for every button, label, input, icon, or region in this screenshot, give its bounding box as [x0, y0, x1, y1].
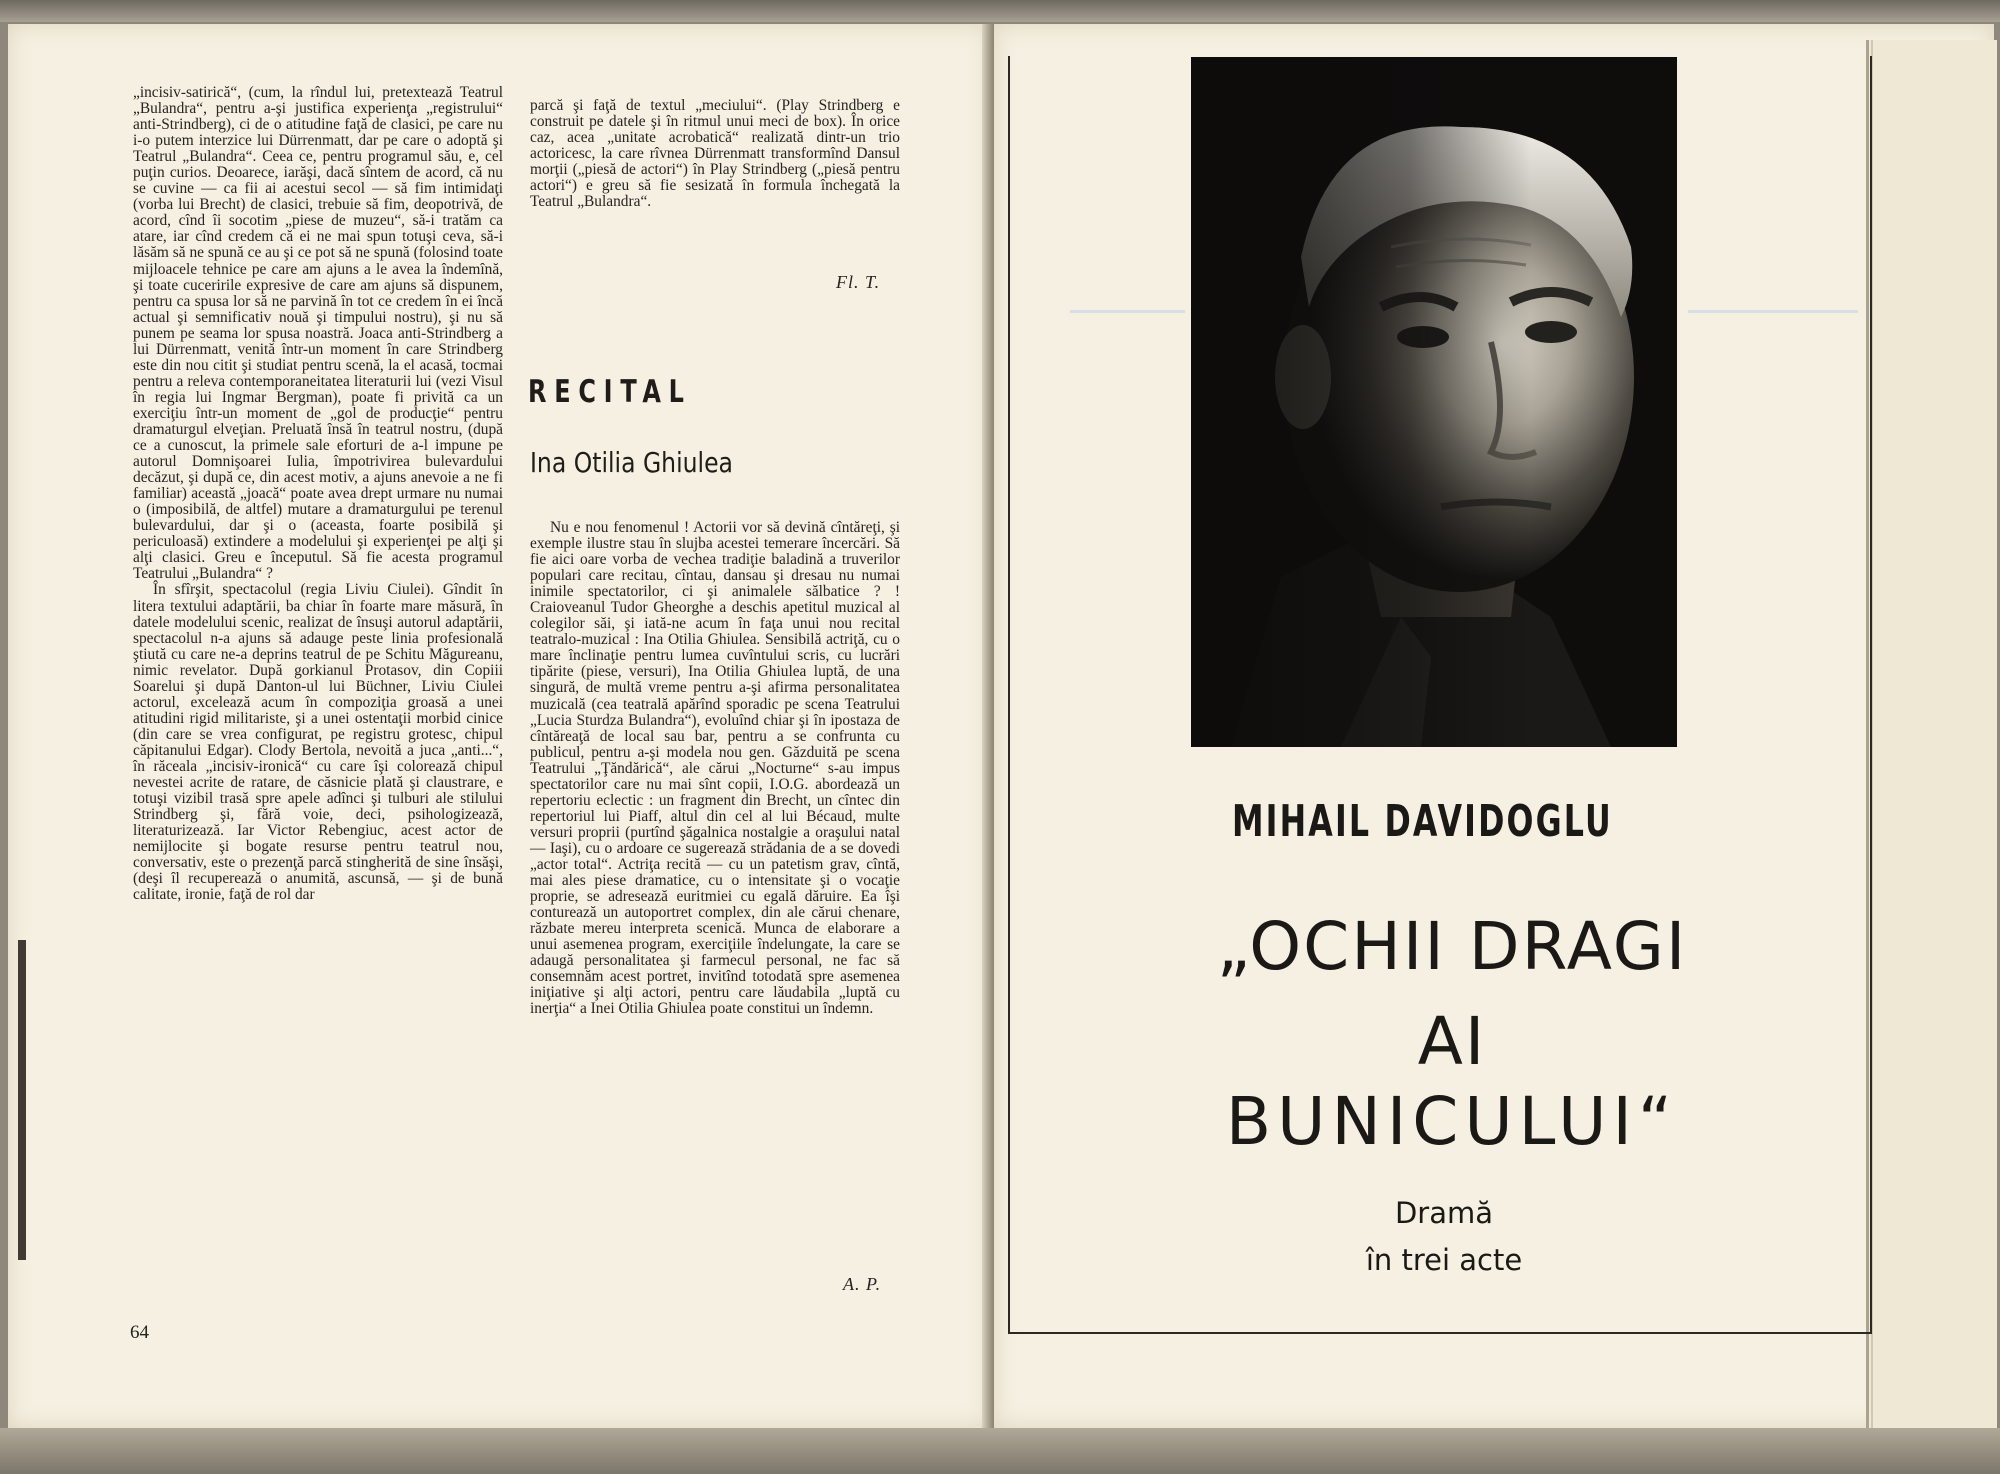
recital-article	[530, 520, 900, 1017]
article-column-right	[530, 98, 900, 210]
section-heading: RECITAL	[528, 374, 692, 410]
author-portrait-photo	[1191, 57, 1677, 747]
article-signature: Fl. T.	[836, 272, 881, 292]
play-title-line-1: „OCHII DRAGI	[1216, 908, 1688, 985]
play-genre: Dramă	[1394, 1196, 1494, 1230]
play-title-line-3: BUNICULUI“	[1225, 1083, 1679, 1160]
page-edge-mark	[18, 940, 26, 1260]
play-title-line-2: AI	[1417, 1003, 1487, 1080]
paragraph: „incisiv-satirică“, (cum, la rîndul lui, pretextează Teatrul „Bulandra“, pentru a-şi justifica experienţa „registrului“ anti-Strindberg), ci de o atitudine faţă de clasici, pe care nu i-o putem interzice lui Dürrenmatt, dar pe care o adoptă şi Teatrul „Bulandra“. Ceea ce, pentru programul său, e, cel puţin curios. Deoarece, iarăşi, dacă sîntem de acord, că nu se cuvine — ca fii ai acestui secol — să fim intimidaţi (vorba lui Brecht) de clasici, trebuie să fim, deopotrivă, de acord, cînd îi socotim „piese de muzeu“, să-i tratăm ca atare, iar cînd credem că ei ne mai spun totuşi ceva, să-i lăsăm să ne spună ce au şi ce pot să ne spună (folosind toate mijloacele tehnice pe care am ajuns a le avea la îndemînă, şi toate cuceririle expresive de care am ajuns să dispunem, pentru ca spusa lor să ne parvină în tot ce credem în ei încă actual şi semnificativ nouă şi timpului nostru), şi nu să punem pe seama lor spusa noastră. Joaca anti-Strindberg a lui Dürrenmatt, venită într-un moment în care Strindberg este din nou citit şi studiat pentru scenă, la el acasă, tocmai pentru a releva contemporaneitatea literaturii lui (vezi Visul în regia lui Ingmar Bergman), poate fi privită ca un exerciţiu într-un moment de „gol de producţie“ pentru dramaturgul elveţian. Preluată însă în teatrul nostru, (după ce a cunoscut, la primele sale eforturi de a-l impune pe autorul Domnişoarei Iulia, împotrivirea bulevardului decăzut, şi după ce, din acest motiv, a ajuns anevoie a ne fi familiar) această „joacă“ poate avea drept urmare nu numai o (imposibilă, de altfel) mutare a dramaturgului pe terenul bulevardului, dar şi o (aceasta, foarte posibilă şi periculoasă) extindere a modelului şi experienţei pe alţi şi alţi clasici. Greu e începutul. Să fie acesta programul Teatrului „Bulandra“ ?	[133, 84, 503, 583]
page-number: 64	[130, 1322, 149, 1343]
section-subheading: Ina Otilia Ghiulea	[530, 446, 733, 479]
next-page-strip	[1866, 40, 1997, 1428]
article-signature: A. P.	[843, 1274, 882, 1294]
book-top-edge	[0, 0, 2000, 22]
paragraph: parcă şi faţă de textul „meciului“. (Play Strindberg e construit pe datele şi în ritmul unui meci de box). În orice caz, acea „unitate acrobatică“ realizată dintr-un trio actoricesc, la care rîvnea Dürrenmatt transformînd Dansul morţii („piesă de actori“) în Play Strindberg („piesă pentru actori“) e greu să fie sesizată în formula închegată la Teatrul „Bulandra“.	[530, 97, 900, 211]
author-name: MIHAIL DAVIDOGLU	[1232, 796, 1613, 847]
play-acts: în trei acte	[1365, 1243, 1523, 1277]
article-column-left	[133, 85, 503, 903]
paragraph: În sfîrşit, spectacolul (regia Liviu Ciulei). Gîndit în litera textului adaptării, ba chiar în foarte mare măsură, în datele modelului scenic, realizat de însuşi autorul adaptării, spectacolul n-a ajuns să adauge peste linia profesională ştiută cu care ne-a deprins teatrul de pe Schitu Măgureanu, nimic revelator. După gorkianul Protasov, din Copiii Soarelui şi după Danton-ul lui Büchner, Liviu Ciulei actorul, excelează acum în compoziţia groasă a unei atitudini rigid militariste, şi a unei ostentaţii morbid cinice (din care se vrea configurat, pe registru grotesc, chipul căpitanului Edgar). Clody Bertola, nevoită a juca „anti...“, în răceala „incisiv-ironică“ cu care îşi colorează chipul nevestei acrite de ratare, de căsnicie plată şi claustrare, e totuşi vizibil trasă spre apele adînci şi tulburi ale stilului Strindberg şi, fără voie, deci, psihologizează, literaturizează. Iar Victor Rebengiuc, acest actor de nemijlocite şi bogate resurse pentru teatrul nou, conversativ, este o prezenţă parcă stingherită de sine însăşi, (deşi îl recuperează o anumită, ascunsă, — şi de bună calitate, ironie, faţă de rol dar	[133, 581, 503, 904]
book-bottom-edge	[0, 1428, 2000, 1474]
paragraph: Nu e nou fenomenul ! Actorii vor să devină cîntăreţi, şi exemple ilustre stau în slujba acestei temerare încercări. Să fie aici oare vorba de vechea tradiţie baladină a truverilor populari care recitau, cîntau, dansau şi dresau nu numai inimile spectatorilor, ci şi animalele sălbatice ? ! Craioveanul Tudor Gheorghe a deschis apetitul muzical al colegilor săi, şi iată-ne acum în faţa unui nou recital teatralo-muzical : Ina Otilia Ghiulea. Sensibilă actriţă, cu o mare înclinaţie pentru lumea cuvîntului scris, cu lucrări tipărite (piese, versuri), Ina Otilia Ghiulea luptă, de una singură, de multă vreme pentru a-şi afirma personalitatea muzicală (cea teatrală apărînd sporadic pe scena Teatrului „Lucia Sturdza Bulandra“), evoluînd chiar şi în ipostaza de cîntăreaţă de local sau bar, pentru a se confrunta cu publicul, pentru a-şi modela nou gen. Găzduită pe scena Teatrului „Ţăndărică“, ale cărui „Nocturne“ s-au impus spectatorilor care nu mai sînt copii, I.O.G. abordează un repertoriu eclectic : un fragment din Brecht, un cîntec din repertoriul lui Piaff, altul din cel al lui Bécaud, multe versuri proprii (purtînd şăgalnica nostalgie a oraşului natal — Iaşi), cu o ardoare ce sugerează strădania de a se dovedi „actor total“. Actriţa recită — cu un patetism grav, cîntă, mai ales piese dramatice, cu o intensitate şi o vocaţie proprie, se adresează euritmiei cu egală dăruire. Ea îşi conturează un autoportret complex, din ale cărui chenare, răzbate mereu interpreta scenică. Munca de elaborare a unui asemenea program, exerciţiile îndelungate, la care se adaugă personalitatea şi farmecul personal, ne fac să consemnăm acest portret, invitînd totodată spre asemenea iniţiative şi alţi actori, pentru care lăudabila „luptă cu inerţia“ a Inei Otilia Ghiulea poate constitui un îndemn.	[530, 519, 900, 1018]
